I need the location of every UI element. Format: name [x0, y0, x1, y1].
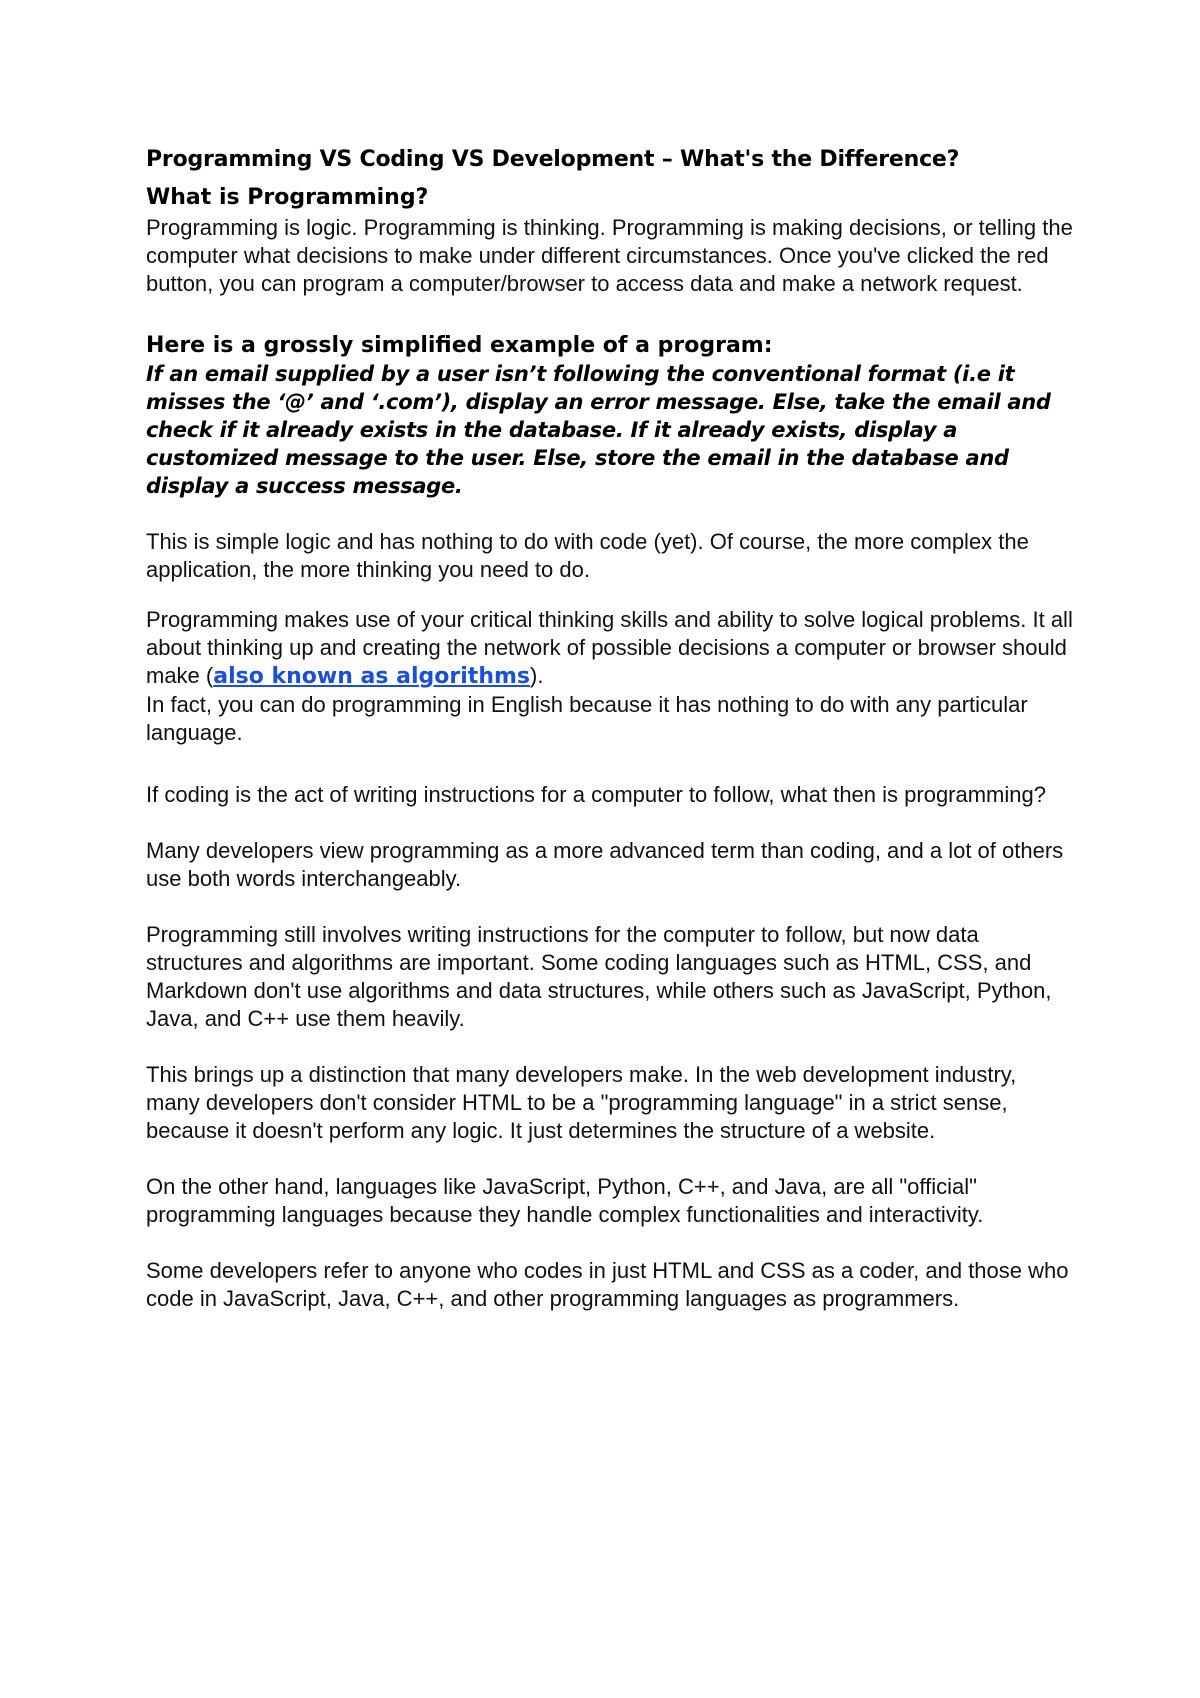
still-involves-paragraph: Programming still involves writing instructions for the computer to follow, but now data structures and algorithms are important. Some coding languages such as HTML, CSS, and Markdown don't use algorithms and data structures, while others such as JavaScript, Python, Java, and C++ use them heavily.: [146, 922, 1052, 1031]
other-hand-paragraph: On the other hand, languages like JavaScript, Python, C++, and Java, are all "official" programming languages because they handle complex functionalities and interactivity.: [146, 1174, 984, 1227]
example-heading: Here is a grossly simplified example of a program:: [146, 333, 773, 358]
distinction-paragraph: This brings up a distinction that many developers make. In the web development industry, many developers don't consider HTML to be a "programming language" in a strict sense, because it doesn't perform any logic. It just determines the structure of a website.: [146, 1062, 1017, 1143]
section-heading: What is Programming?: [146, 185, 429, 210]
critical-thinking-paragraph: [146, 606, 1076, 691]
intro-paragraph: Programming is logic. Programming is thinking. Programming is making decisions, or telling the computer what decisions to make under different circumstances. Once you've clicked the red button, you can program a computer/browser to access data and make a network request.: [146, 215, 1073, 296]
critical-thinking-end: ).: [530, 663, 544, 688]
many-developers-paragraph: Many developers view programming as a more advanced term than coding, and a lot of others use both words interchangeably.: [146, 838, 1064, 891]
some-developers-paragraph: Some developers refer to anyone who codes in just HTML and CSS as a coder, and those who code in JavaScript, Java, C++, and other programming languages as programmers.: [146, 1258, 1069, 1311]
question-paragraph: If coding is the act of writing instructions for a computer to follow, what then is programming?: [146, 782, 1046, 807]
example-body: If an email supplied by a user isn’t following the conventional format (i.e it misses the ‘@’ and ‘.com’), display an error message. Else, take the email and check if it already exists in the database. If it already exists, display a customized message to the user. Else, store the email in the database and display a success message.: [146, 362, 1051, 498]
algorithms-link[interactable]: also known as algorithms: [213, 664, 530, 689]
english-paragraph: In fact, you can do programming in English because it has nothing to do with any particular language.: [146, 692, 1028, 745]
critical-thinking-text: Programming makes use of your critical thinking skills and ability to solve logical problems. It all about thinking up and creating the network of possible decisions a computer or browser should make (: [146, 607, 1073, 688]
document-page: [146, 146, 1076, 1313]
simple-logic-paragraph: This is simple logic and has nothing to do with code (yet). Of course, the more complex the application, the more thinking you need to do.: [146, 529, 1029, 582]
document-title: Programming VS Coding VS Development – What's the Difference?: [146, 147, 960, 172]
